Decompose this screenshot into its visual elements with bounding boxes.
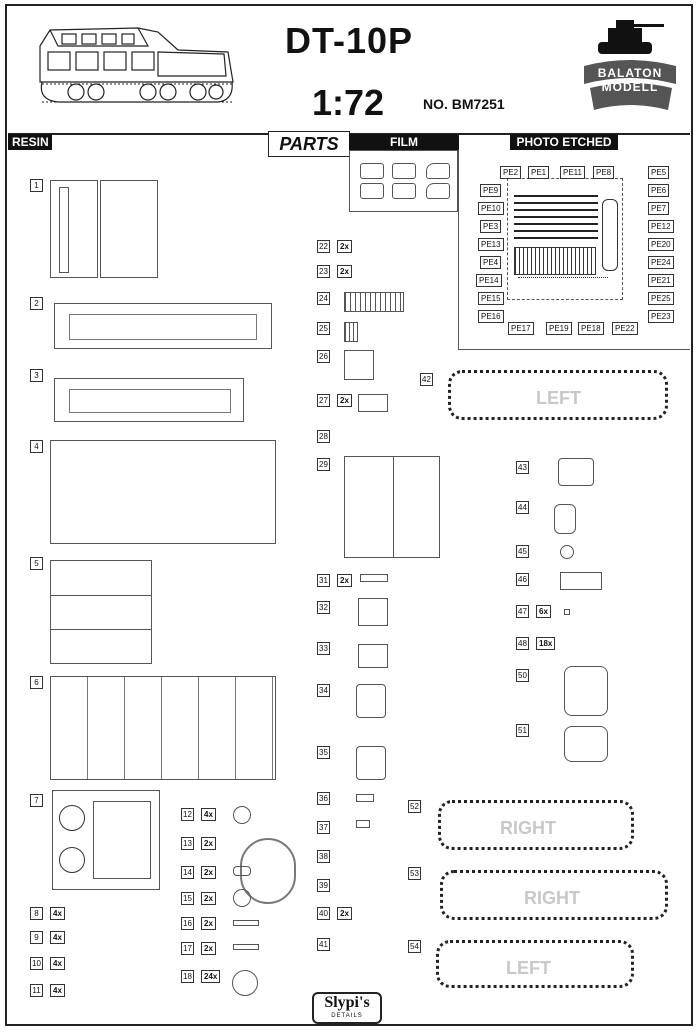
part-number-26: 26 [317, 350, 330, 363]
part-number-7: 7 [30, 794, 43, 807]
pe-label-pe21: PE21 [648, 274, 674, 287]
part-50-drawing [564, 666, 608, 716]
track-42-label: LEFT [536, 388, 581, 408]
part-18-drawing [232, 970, 258, 996]
part-47-drawing [564, 609, 570, 615]
part-5-drawing [50, 560, 152, 664]
part-number-32: 32 [317, 601, 330, 614]
part-number-51: 51 [516, 724, 529, 737]
pe-label-pe25: PE25 [648, 292, 674, 305]
part-number-16: 16 [181, 917, 194, 930]
film-header: FILM [349, 134, 459, 150]
brand-logo [578, 14, 682, 114]
pe-label-pe15: PE15 [478, 292, 504, 305]
part-number-23: 23 [317, 265, 330, 278]
part-37-drawing [356, 820, 370, 828]
part-number-28: 28 [317, 430, 330, 443]
track-54-label: LEFT [506, 958, 551, 978]
part-43-drawing [558, 458, 594, 486]
part-number-47: 47 [516, 605, 529, 618]
pe-label-pe7: PE7 [648, 202, 669, 215]
part-number-17: 17 [181, 942, 194, 955]
part-number-8: 8 [30, 907, 43, 920]
part-24-drawing [344, 292, 404, 312]
part-quantity-17: 2x [201, 942, 216, 955]
part-number-53: 53 [408, 867, 421, 880]
pe-label-pe23: PE23 [648, 310, 674, 323]
pe-label-pe9: PE9 [480, 184, 501, 197]
film-panel [349, 150, 458, 212]
part-quantity-40: 2x [337, 907, 352, 920]
part-number-45: 45 [516, 545, 529, 558]
part-number-40: 40 [317, 907, 330, 920]
part-number-4: 4 [30, 440, 43, 453]
part-number-44: 44 [516, 501, 529, 514]
pe-label-pe19: PE19 [546, 322, 572, 335]
part-25-drawing [344, 322, 358, 342]
pe-label-pe4: PE4 [480, 256, 501, 269]
part-3-drawing [54, 378, 244, 422]
parts-header: PARTS [268, 131, 350, 157]
part-16-drawing [233, 920, 259, 926]
pe-label-pe6: PE6 [648, 184, 669, 197]
part-quantity-10: 4x [50, 957, 65, 970]
pe-label-pe13: PE13 [478, 238, 504, 251]
part-quantity-8: 4x [50, 907, 65, 920]
part-7-drawing [52, 790, 160, 890]
part-number-54: 54 [408, 940, 421, 953]
part-number-10: 10 [30, 957, 43, 970]
pe-label-pe24: PE24 [648, 256, 674, 269]
part-17-drawing [233, 944, 259, 950]
part-quantity-13: 2x [201, 837, 216, 850]
brand-logo-text: BALATON MODELL [597, 66, 663, 94]
pe-label-pe16: PE16 [478, 310, 504, 323]
part-number-22: 22 [317, 240, 330, 253]
part-number-46: 46 [516, 573, 529, 586]
part-34-drawing [356, 684, 386, 718]
pe-label-pe5: PE5 [648, 166, 669, 179]
part-26-drawing [344, 350, 374, 380]
pe-fret [507, 178, 623, 300]
part-quantity-23: 2x [337, 265, 352, 278]
part-12-drawing [233, 806, 251, 824]
part-number-25: 25 [317, 322, 330, 335]
pe-label-pe2: PE2 [500, 166, 521, 179]
part-27-drawing [358, 394, 388, 412]
part-number-27: 27 [317, 394, 330, 407]
part-number-42: 42 [420, 373, 433, 386]
resin-header: RESIN [8, 134, 52, 150]
part-46-drawing [560, 572, 602, 590]
part-number-9: 9 [30, 931, 43, 944]
part-number-35: 35 [317, 746, 330, 759]
part-32-drawing [358, 598, 388, 626]
pe-label-pe3: PE3 [480, 220, 501, 233]
vehicle-illustration [28, 16, 238, 116]
pe-label-pe20: PE20 [648, 238, 674, 251]
part-number-41: 41 [317, 938, 330, 951]
pe-label-pe1: PE1 [528, 166, 549, 179]
part-36-drawing [356, 794, 374, 802]
track-52-label: RIGHT [500, 818, 556, 838]
pe-label-pe8: PE8 [593, 166, 614, 179]
part-quantity-47: 6x [536, 605, 551, 618]
pe-label-pe12: PE12 [648, 220, 674, 233]
part-45-drawing [560, 545, 574, 559]
part-number-33: 33 [317, 642, 330, 655]
part-14-drawing [233, 866, 251, 876]
part-number-3: 3 [30, 369, 43, 382]
track-53-label: RIGHT [524, 888, 580, 908]
part-quantity-14: 2x [201, 866, 216, 879]
product-number: NO. BM7251 [423, 96, 505, 112]
part-number-24: 24 [317, 292, 330, 305]
part-6-drawing [50, 676, 276, 780]
part-number-43: 43 [516, 461, 529, 474]
part-number-18: 18 [181, 970, 194, 983]
part-4-drawing [50, 440, 276, 544]
part-quantity-11: 4x [50, 984, 65, 997]
part-quantity-22: 2x [337, 240, 352, 253]
part-number-38: 38 [317, 850, 330, 863]
pe-label-pe17: PE17 [508, 322, 534, 335]
part-quantity-15: 2x [201, 892, 216, 905]
part-number-14: 14 [181, 866, 194, 879]
part-1b-drawing [100, 180, 158, 278]
photo-etched-header: PHOTO ETCHED [510, 134, 618, 150]
part-number-29: 29 [317, 458, 330, 471]
part-quantity-12: 4x [201, 808, 216, 821]
part-51-drawing [564, 726, 608, 762]
part-number-34: 34 [317, 684, 330, 697]
part-number-13: 13 [181, 837, 194, 850]
part-number-5: 5 [30, 557, 43, 570]
part-1-drawing [50, 180, 98, 278]
product-title: DT-10P [285, 20, 414, 61]
part-quantity-48: 18x [536, 637, 555, 650]
footer-logo [312, 992, 382, 1024]
part-number-31: 31 [317, 574, 330, 587]
part-number-36: 36 [317, 792, 330, 805]
part-29-drawing [344, 456, 440, 558]
part-quantity-18: 24x [201, 970, 220, 983]
part-number-6: 6 [30, 676, 43, 689]
part-number-50: 50 [516, 669, 529, 682]
footer-logo-text: Slypi's [324, 994, 370, 1011]
part-quantity-27: 2x [337, 394, 352, 407]
part-number-1: 1 [30, 179, 43, 192]
pe-label-pe10: PE10 [478, 202, 504, 215]
part-15-drawing [233, 889, 251, 907]
part-number-15: 15 [181, 892, 194, 905]
part-2-drawing [54, 303, 272, 349]
pe-label-pe18: PE18 [578, 322, 604, 335]
part-quantity-9: 4x [50, 931, 65, 944]
footer-logo-sub: DETAILS [331, 1013, 363, 1019]
part-33-drawing [358, 644, 388, 668]
part-31-drawing [360, 574, 388, 582]
pe-label-pe14: PE14 [476, 274, 502, 287]
part-number-11: 11 [30, 984, 43, 997]
scale-label: 1:72 [312, 82, 385, 123]
part-44-drawing [554, 504, 576, 534]
part-number-2: 2 [30, 297, 43, 310]
part-number-48: 48 [516, 637, 529, 650]
part-number-39: 39 [317, 879, 330, 892]
part-quantity-16: 2x [201, 917, 216, 930]
part-number-12: 12 [181, 808, 194, 821]
pe-label-pe22: PE22 [612, 322, 638, 335]
pe-label-pe11: PE11 [560, 166, 585, 179]
part-number-52: 52 [408, 800, 421, 813]
part-35-drawing [356, 746, 386, 780]
part-number-37: 37 [317, 821, 330, 834]
part-quantity-31: 2x [337, 574, 352, 587]
